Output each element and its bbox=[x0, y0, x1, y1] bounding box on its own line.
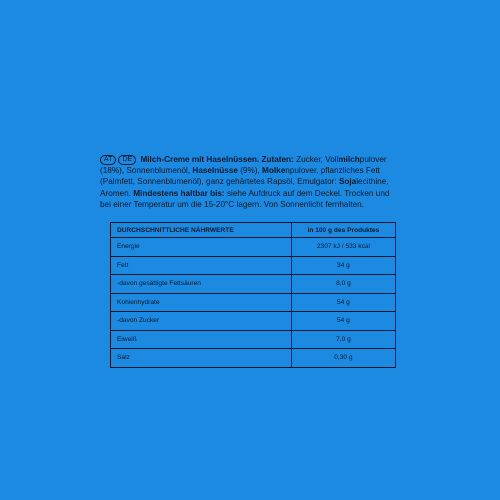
nutrient-value: 54 g bbox=[291, 312, 395, 331]
nutrition-table bbox=[110, 222, 396, 368]
bold-text-segment: Molke bbox=[262, 166, 286, 176]
country-badge-de: DE bbox=[118, 155, 136, 165]
table-row bbox=[111, 293, 396, 312]
bold-text-segment: Mindestens haltbar bis: bbox=[133, 188, 225, 198]
nutrition-header-value: in 100 g des Produktes bbox=[291, 223, 395, 238]
nutrient-name: Energie bbox=[111, 238, 292, 257]
text-segment: lecithine, Aromen. bbox=[100, 177, 389, 198]
nutrient-value: 0,30 g bbox=[291, 349, 395, 368]
nutrient-name: Kohlenhydrate bbox=[111, 293, 292, 312]
text-segment: npulover, pflanzliches Fett (Palmfett, Sonnenblumenöl), ganz gehärtetes Rapsöl, Emulgator: bbox=[100, 166, 380, 187]
nutrient-value: 34 g bbox=[291, 256, 395, 275]
table-row bbox=[111, 349, 396, 368]
nutrient-value: 7,0 g bbox=[291, 330, 395, 349]
ingredients-segments bbox=[100, 155, 389, 209]
table-row bbox=[111, 330, 396, 349]
bold-text-segment: Soja bbox=[338, 177, 357, 187]
bold-text-segment: Haselnüsse bbox=[192, 166, 238, 176]
table-row bbox=[111, 312, 396, 331]
nutrient-name: Eiweiß bbox=[111, 330, 292, 349]
country-badge-at: AT bbox=[100, 155, 116, 165]
nutrition-header-row bbox=[111, 223, 396, 238]
text-segment: pulover (18%), Sonnenblumenöl, bbox=[100, 155, 387, 176]
nutrient-name: Salz bbox=[111, 349, 292, 368]
nutrition-header-name: DURCHSCHNITTLICHE NÄHRWERTE bbox=[111, 223, 292, 238]
text-segment: Zucker, Voll bbox=[296, 155, 339, 164]
nutrient-value: 8,0 g bbox=[291, 275, 395, 294]
bold-text-segment: Milch-Creme mit Haselnüssen. bbox=[140, 155, 262, 164]
nutrient-name: Fett bbox=[111, 256, 292, 275]
nutrient-value: 2307 kJ / 533 kcal bbox=[291, 238, 395, 257]
nutrient-value: 54 g bbox=[291, 293, 395, 312]
text-segment: siehe Aufdruck auf dem Deckel. Trocken und bei einer Temperatur um die 15-20°C lagern. Von Sonnenlicht fernhalten. bbox=[100, 188, 390, 209]
table-row bbox=[111, 256, 396, 275]
nutrient-name: -davon Zucker bbox=[111, 312, 292, 331]
ingredients-text bbox=[100, 154, 400, 210]
table-row bbox=[111, 238, 396, 257]
text-segment: (9%), bbox=[237, 166, 263, 176]
bold-text-segment: Zutaten: bbox=[261, 155, 297, 164]
nutrient-name: -davon gesättigte Fettsäuren bbox=[111, 275, 292, 294]
table-row bbox=[111, 275, 396, 294]
bold-text-segment: milch bbox=[338, 155, 360, 164]
